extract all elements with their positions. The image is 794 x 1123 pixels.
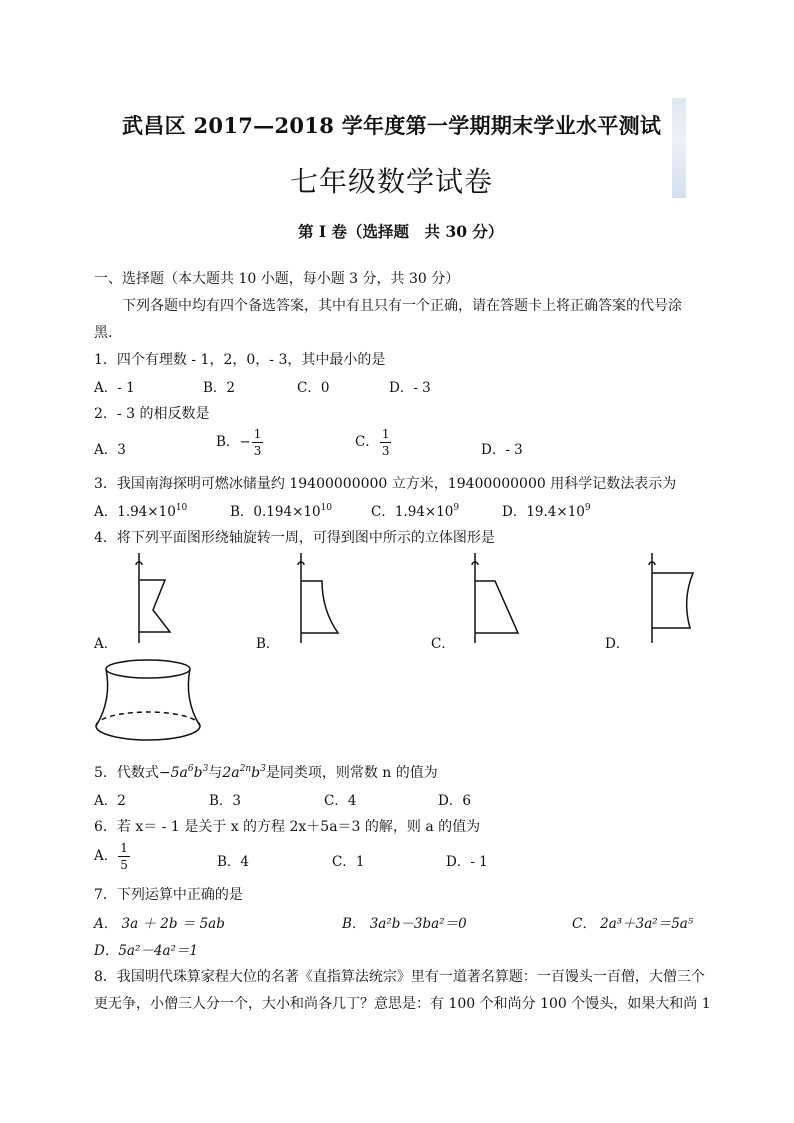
q2-option-c: C． $\frac{1}{3}$ xyxy=(355,427,390,458)
q4-figure-d xyxy=(649,553,693,643)
q8-line-1: 8．我国明代珠算家程大位的名著《直指算法统宗》里有一道著名算题：一百馒头一百僧，大僧三个 xyxy=(94,969,705,985)
q5-option-c: C．4 xyxy=(324,793,357,809)
section-heading: 一、选择题（本大题共 10 小题，每小题 3 分，共 30 分） xyxy=(94,271,460,287)
q3-option-b: B．$0.194\times 10^{10}$ xyxy=(230,503,333,520)
q4-figure-c xyxy=(472,553,518,643)
volume-title: 第 I 卷（选择题 共 30 分） xyxy=(298,222,504,241)
q4-figure-b xyxy=(298,553,338,643)
q1-option-a: A．- 1 xyxy=(94,380,135,396)
q4-solid-figure xyxy=(96,660,200,740)
q6-stem: 6．若 x＝ - 1 是关于 x 的方程 2x＋5a＝3 的解，则 a 的值为 xyxy=(94,819,481,835)
q4-option-c: C． xyxy=(431,636,455,652)
exam-title: 武昌区 2017—2018 学年度第一学期期末学业水平测试 xyxy=(122,113,662,138)
q3-stem: 3．我国南海探明可燃冰储量约 19400000000 立方米，19400000000 用科学记数法表示为 xyxy=(94,476,677,492)
q1-option-b: B．2 xyxy=(203,380,236,396)
q8-line-2: 更无争，小僧三人分一个，大小和尚各几丁？意思是：有 100 个和尚分 100 个馒头，如果大和尚 1 xyxy=(94,996,711,1012)
q1-option-c: C．0 xyxy=(297,380,330,396)
q3-option-d: D．$19.4\times 10^9$ xyxy=(502,503,591,520)
q4-option-b: B． xyxy=(256,636,280,652)
q4-option-a: A． xyxy=(94,636,118,652)
q4-stem: 4．将下列平面图形绕轴旋转一周，可得到图中所示的立体图形是 xyxy=(94,530,495,546)
q2-option-b: B．− $\frac{1}{3}$ xyxy=(216,427,262,458)
q3-option-a: A．$1.94\times 10^{10}$ xyxy=(94,503,188,520)
q6-a-fraction: $\frac{1}{5}$ xyxy=(120,841,128,872)
q5-stem: 5．代数式$-5a^6b^3$与$2a^{2n}b^3$是同类项，则常数 n 的值为 xyxy=(94,764,438,781)
q7-option-c: C． 2a³＋3a²＝5a⁵ xyxy=(572,916,694,932)
q2-c-fraction: $\frac{1}{3}$ xyxy=(381,427,390,458)
instruction-line-2: 黑. xyxy=(94,325,113,341)
q6-option-b: B．4 xyxy=(217,854,250,870)
q1-option-d: D．- 3 xyxy=(389,380,431,396)
q7-option-a: A． 3a ＋ 2b ＝ 5ab xyxy=(94,916,225,932)
q1-stem: 1．四个有理数 - 1，2，0，- 3，其中最小的是 xyxy=(94,352,386,368)
q7-stem: 7．下列运算中正确的是 xyxy=(94,887,243,903)
q6-option-a: A． $\frac{1}{5}$ xyxy=(94,841,128,872)
q4-figure-a xyxy=(136,553,170,643)
q2-b-fraction: $\frac{1}{3}$ xyxy=(253,427,262,458)
q5-option-a: A．2 xyxy=(94,793,126,809)
q2-stem: 2．- 3 的相反数是 xyxy=(94,406,210,422)
q4-option-d: D． xyxy=(605,636,630,652)
q2-option-d: D．- 3 xyxy=(481,442,523,458)
q6-option-c: C．1 xyxy=(332,854,365,870)
instruction-line-1: 下列各题中均有四个备选答案，其中有且只有一个正确，请在答题卡上将正确答案的代号涂 xyxy=(122,298,682,314)
q2-option-a: A．3 xyxy=(94,442,126,458)
paper-title: 七年级数学试卷 xyxy=(290,165,494,198)
q5-option-d: D．6 xyxy=(438,793,471,809)
q6-option-d: D．- 1 xyxy=(446,854,488,870)
q7-option-b: B． 3a²b－3ba²＝0 xyxy=(342,916,467,932)
q7-option-d: D．5a²－4a²＝1 xyxy=(94,943,199,959)
q3-option-c: C．$1.94\times 10^9$ xyxy=(371,503,460,520)
q5-option-b: B．3 xyxy=(209,793,242,809)
